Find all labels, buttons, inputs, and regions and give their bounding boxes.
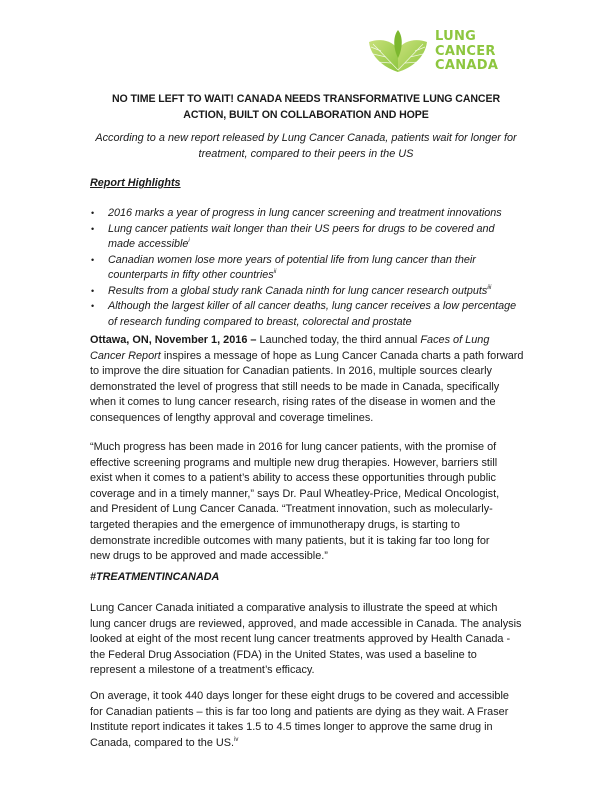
paragraph-line: exist when it comes to a patient’s ability to access these opportunities through public <box>90 472 497 485</box>
paragraph-text: Launched today, the third annual <box>256 334 421 346</box>
list-item-text: Although the largest killer of all cancer deaths, lung cancer receives a low percentage <box>108 300 517 312</box>
list-item-text: Lung cancer patients wait longer than their US peers for drugs to be covered and <box>108 222 495 235</box>
subheadline-line: According to a new report released by Lung Cancer Canada, patients wait for longer for <box>95 132 517 144</box>
paragraph-line: coverage and in a timely manner,” says Dr. Paul Wheatley-Price, Medical Oncologist, <box>90 487 500 500</box>
dateline: Ottawa, ON, November 1, 2016 – <box>90 334 257 346</box>
paragraph-line: demonstrate incredible outcomes with many patients, but it is taking far too long for <box>90 534 490 547</box>
headline-line: NO TIME LEFT TO WAIT! CANADA NEEDS TRANSFORMATIVE LUNG CANCER <box>111 93 500 105</box>
footnote-marker: iv <box>234 736 239 743</box>
bullet-icon: • <box>91 208 95 218</box>
paragraph-line: On average, it took 440 days longer for these eight drugs to be covered and accessible <box>90 690 509 702</box>
highlights-list <box>90 206 550 330</box>
paragraph-line: to improve the dire situation for Canadian patients. In 2016, multiple sources clearly <box>90 365 492 378</box>
bullet-icon: • <box>91 285 95 296</box>
paragraph-line: Lung Cancer Canada initiated a comparative analysis to illustrate the speed at which <box>90 602 498 614</box>
headline <box>60 91 552 123</box>
paragraph-line: for Canadian patients – this is far too long and patients are dying as they wait. A Fraser <box>90 705 509 718</box>
paragraph-line: looked at eight of the most recent lung cancer treatments approved by Health Canada - <box>90 633 511 646</box>
paragraph-line: targeted therapies and the emergence of immunotherapy drugs, is starting to <box>90 518 460 531</box>
paragraph-line: demonstrated the level of progress that still needs to be made in Canada, specifically <box>90 380 500 393</box>
paragraph-line: “Much progress has been made in 2016 for lung cancer patients, with the promise of <box>90 441 497 453</box>
subheadline-line: treatment, compared to their peers in the US <box>198 148 414 160</box>
list-item <box>90 299 550 330</box>
intro-paragraph <box>90 333 530 427</box>
report-highlights-heading: Report Highlights <box>90 177 181 189</box>
paragraph-line: and President of Lung Cancer Canada. “Treatment innovation, such as molecularly- <box>90 503 493 516</box>
subheadline <box>60 130 552 162</box>
report-title: Cancer Report <box>90 349 161 362</box>
footnote-marker: i <box>188 238 190 244</box>
report-title: Faces of Lung <box>420 334 490 346</box>
logo-line: CANADA <box>435 58 499 73</box>
paragraph-line: effective screening programs and multiple new drug therapies. However, barriers still <box>90 456 498 469</box>
list-item <box>90 222 550 253</box>
headline-line: ACTION, BUILT ON COLLABORATION AND HOPE <box>183 109 429 121</box>
paragraph-line <box>90 736 530 752</box>
footnote-marker: iii <box>487 284 492 291</box>
list-item-text: 2016 marks a year of progress in lung cancer screening and treatment innovations <box>108 207 502 219</box>
paragraph-text: Canada, compared to the US. <box>90 736 235 749</box>
list-item-text: Results from a global study rank Canada ninth for lung cancer research outputs <box>108 284 488 297</box>
lung-cancer-canada-logo <box>367 26 507 76</box>
analysis-paragraph <box>90 601 530 679</box>
logo-line: LUNG <box>435 29 477 44</box>
bullet-icon: • <box>91 254 95 265</box>
list-item <box>90 253 550 284</box>
list-item-text: counterparts in fifty other countries <box>108 269 274 281</box>
hashtag-heading: #TREATMENTINCANADA <box>90 571 220 583</box>
paragraph-line: represent a milestone of a treatment’s efficacy. <box>90 664 315 677</box>
paragraph-line: consequences of lengthy approval and coverage timelines. <box>90 411 374 424</box>
paragraph-line <box>90 349 530 365</box>
paragraph-line: new drugs to be approved and made accessible.” <box>90 550 328 563</box>
bullet-icon: • <box>91 223 95 234</box>
bullet-icon: • <box>91 301 95 311</box>
list-item-text: Canadian women lose more years of potential life from lung cancer than their <box>108 253 476 266</box>
logo-line: CANCER <box>435 43 496 59</box>
list-item-text: made accessible <box>108 238 189 250</box>
paragraph-text: inspires a message of hope as Lung Cancer Canada charts a path forward <box>160 349 524 362</box>
leaves-icon <box>367 28 429 74</box>
average-paragraph <box>90 689 530 751</box>
paragraph-line: when it comes to lung cancer research, rising rates of the disease in women and the <box>90 396 496 409</box>
footnote-marker: ii <box>273 269 277 275</box>
paragraph-line <box>90 333 530 349</box>
quote-paragraph <box>90 440 530 565</box>
list-item <box>90 206 550 222</box>
list-item <box>90 284 550 300</box>
paragraph-line: lung cancer drugs are reviewed, approved, and made accessible in Canada. The analysis <box>90 617 522 630</box>
list-item-text: of research funding compared to breast, colorectal and prostate <box>108 315 412 328</box>
paragraph-line: the Federal Drug Association (FDA) in the United States, was used a baseline to <box>90 648 477 661</box>
logo-wordmark <box>435 30 498 74</box>
paragraph-line: Institute report indicates it takes 1.5 to 4.5 times longer to approve the same drug in <box>90 721 493 734</box>
